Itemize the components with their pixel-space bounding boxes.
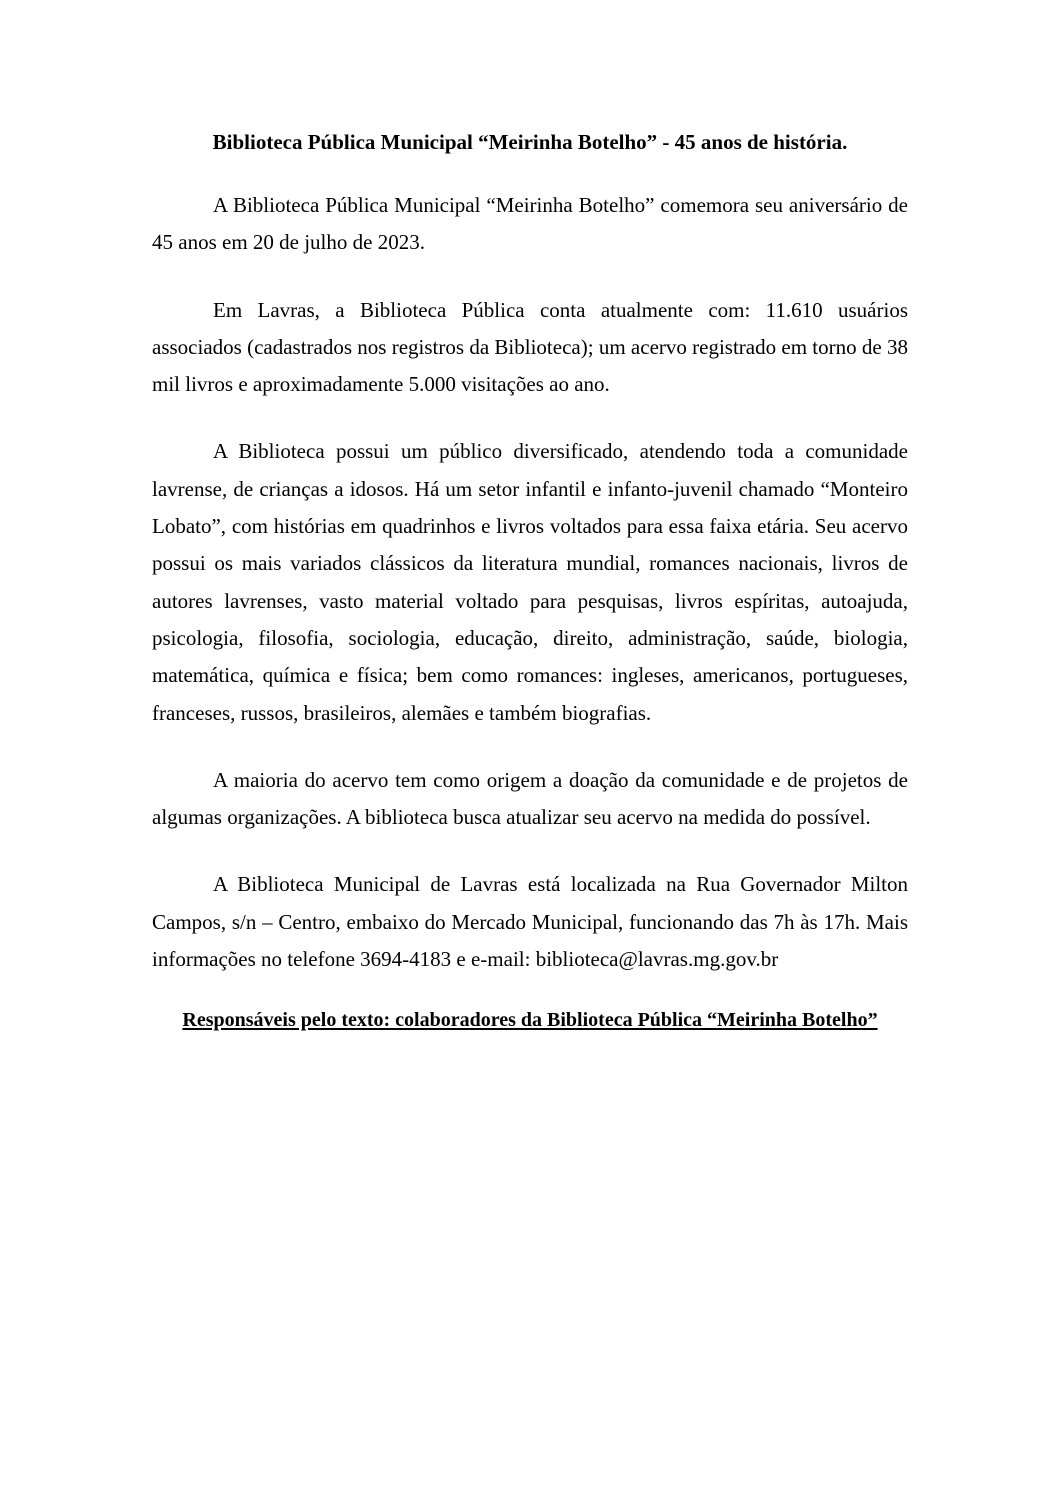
paragraph-anniversary: A Biblioteca Pública Municipal “Meirinha Botelho” comemora seu aniversário de 45 anos em 20 de julho de 2023.: [152, 193, 908, 255]
paragraph-location-contact: A Biblioteca Municipal de Lavras está localizada na Rua Governador Milton Campos, s/n – Centro, embaixo do Mercado Municipal, funcionando das 7h às 17h. Mais informações no telefone 3694-4183 e e-mail: biblioteca@lavras.mg.gov.br: [152, 872, 908, 972]
document-body: [152, 129, 908, 1033]
paragraph-statistics: Em Lavras, a Biblioteca Pública conta atualmente com: 11.610 usuários associados (cadastrados nos registros da Biblioteca); um acervo registrado em torno de 38 mil livros e aproximadamente 5.000 visitações ao ano.: [152, 297, 908, 397]
paragraph-collection: A Biblioteca possui um público diversificado, atendendo toda a comunidade lavrense, de crianças a idosos. Há um setor infantil e infanto-juvenil chamado “Monteiro Lobato”, com histórias em quadrinhos e livros voltados para essa faixa etária. Seu acervo possui os mais variados clássicos da literatura mundial, romances nacionais, livros de autores lavrenses, vasto material voltado para pesquisas, livros espíritas, autoajuda, psicologia, filosofia, sociologia, educação, direito, administração, saúde, biologia, matemática, química e física; bem como romances: ingleses, americanos, portugueses, franceses, russos, brasileiros, alemães e também biografias.: [152, 439, 908, 725]
authors-credit: Responsáveis pelo texto: colaboradores da Biblioteca Pública “Meirinha Botelho”: [182, 1009, 878, 1032]
paragraph-donations: A maioria do acervo tem como origem a doação da comunidade e de projetos de algumas organizações. A biblioteca busca atualizar seu acervo na medida do possível.: [152, 767, 908, 830]
document-title: Biblioteca Pública Municipal “Meirinha Botelho” - 45 anos de história.: [212, 130, 848, 154]
